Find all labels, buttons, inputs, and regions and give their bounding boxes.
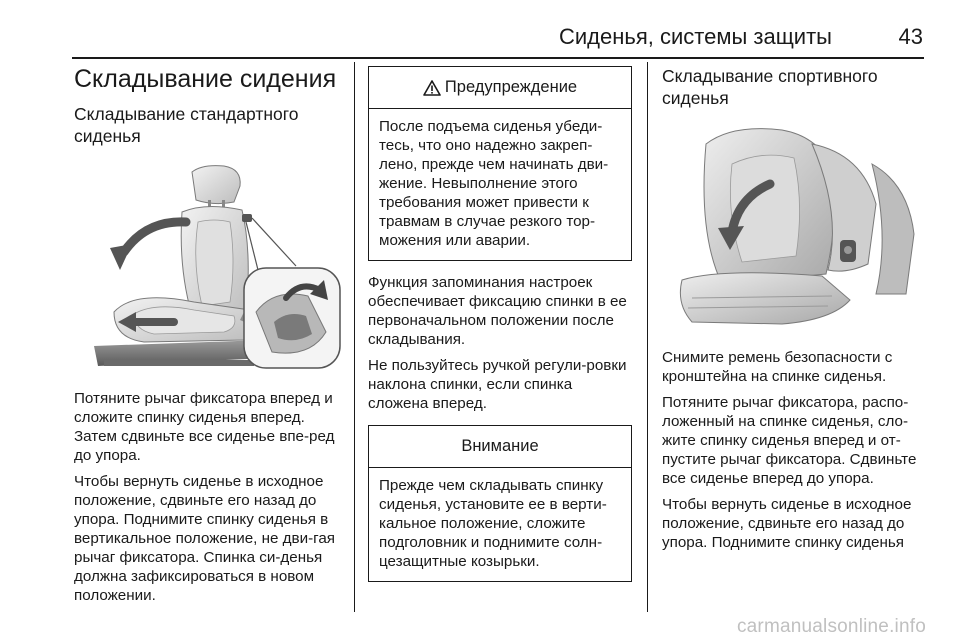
- right-column: [662, 62, 930, 552]
- right-paragraph-3: Чтобы вернуть сиденье в исходное положение, сдвиньте его назад до упора. Поднимите спинку сиденья: [662, 495, 912, 551]
- page-header: [0, 0, 960, 60]
- warning-title: Предупреждение: [444, 78, 578, 96]
- subsection-title-standard-seat: Складывание стандартного сиденья: [74, 104, 299, 146]
- lever-zoom-detail: [244, 268, 340, 368]
- sport-seat-figure: [662, 124, 930, 334]
- left-paragraph-1: Потяните рычаг фиксатора вперед и сложите спинку сиденья вперед. Затем сдвиньте все сиденье впе-ред до упора.: [74, 389, 335, 464]
- seat-illustration: [74, 162, 342, 374]
- attention-body: [369, 468, 631, 581]
- middle-paragraph-2: Не пользуйтесь ручкой регули-ровки наклона спинки, если спинка сложена вперед.: [368, 357, 627, 412]
- warning-header: [369, 67, 631, 109]
- warning-body: [369, 109, 631, 260]
- section-title-folding: Складывание сидения: [74, 65, 337, 93]
- header-rule: [72, 57, 924, 59]
- right-paragraph-2: Потяните рычаг фиксатора, распо-ложенный на спинке сиденья, сло-жите спинку сиденья вперед и от-пустите рычаг фиксатора. Сдвиньте все сиденье вперед до упора.: [662, 393, 917, 487]
- page-number: 43: [898, 24, 923, 49]
- warning-text: После подъема сиденья убеди-тесь, что оно надежно закреп-лено, прежде чем начинать дви-жение. Невыполнение этого требования может привести к травмам в случае резкого тор-можения или аварии.: [379, 118, 609, 249]
- right-paragraph-1: Снимите ремень безопасности с кронштейна на спинке сиденья.: [662, 348, 893, 385]
- sport-seat-illustration: [662, 124, 930, 334]
- rotate-arrow-icon: [110, 222, 186, 270]
- attention-title: Внимание: [461, 437, 539, 455]
- standard-seat-figure: [74, 162, 342, 374]
- running-title: Сиденья, системы защиты: [558, 24, 832, 49]
- column-divider-2: [647, 62, 648, 612]
- attention-box: [368, 425, 632, 582]
- middle-paragraph-1: Функция запоминания настроек обеспечивает фиксацию спинки в ее первоначальном положении после складывания.: [368, 274, 627, 348]
- section-title-sport-seat: Складывание спортивного сиденья: [662, 66, 878, 108]
- column-divider-1: [354, 62, 355, 612]
- left-paragraph-2: Чтобы вернуть сиденье в исходное положение, сдвиньте его назад до упора. Поднимите спинку сиденья в вертикальное положение, не дви-гая рычаг фиксатора. Спинка си-денья должна зафиксироваться в новом положении.: [74, 472, 336, 604]
- middle-text-block: [368, 273, 632, 413]
- middle-column: [368, 62, 632, 582]
- attention-header: [369, 426, 631, 468]
- attention-text: Прежде чем складывать спинку сиденья, установите ее в верти-кальное положение, сложите подголовник и поднимите солн-цезащитные козырьки.: [379, 477, 607, 570]
- watermark: carmanualsonline.info: [736, 616, 926, 637]
- warning-triangle-icon: [423, 80, 441, 96]
- warning-box: [368, 66, 632, 261]
- left-column: [74, 62, 342, 605]
